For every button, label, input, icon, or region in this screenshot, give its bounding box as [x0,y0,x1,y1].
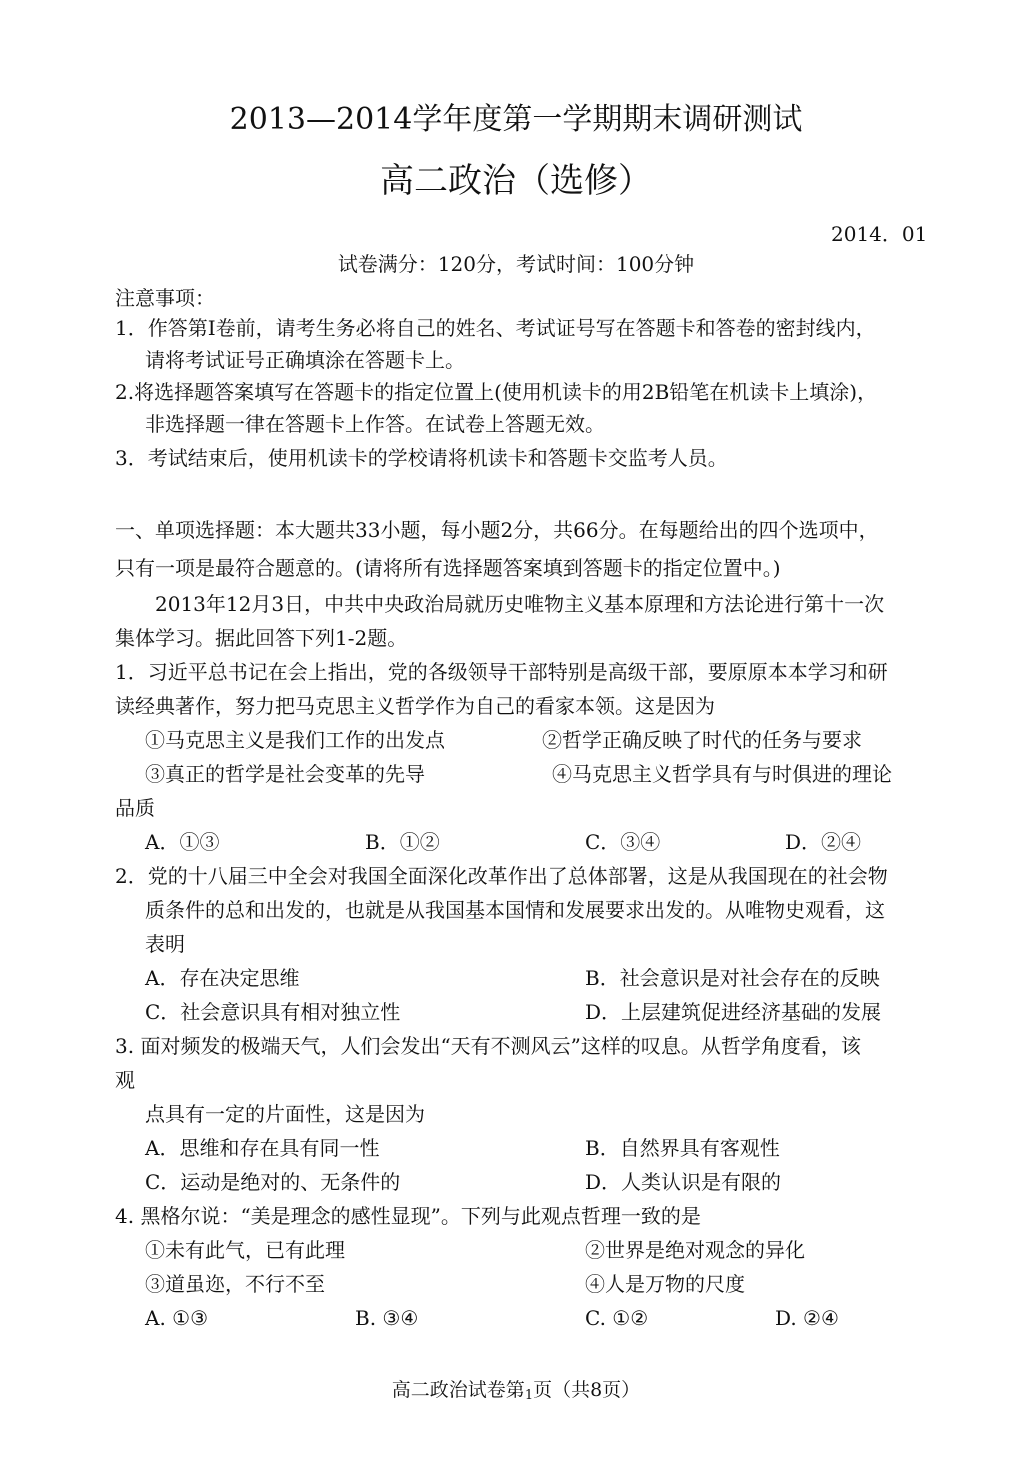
q3-stem-line-1: 3. 面对频发的极端天气，人们会发出“天有不测风云”这样的叹息。从哲学角度看，该 [115,1034,861,1058]
context-line-1: 2013年12月3日，中共中央政治局就历史唯物主义基本原理和方法论进行第十一次 [155,592,885,616]
q3-option-d: D．人类认识是有限的 [585,1170,782,1194]
note-1-line-1: 1．作答第Ⅰ卷前，请考生务必将自己的姓名、考试证号写在答题卡和答卷的密封线内， [115,316,876,340]
footer-suffix: 页（共8页） [533,1379,641,1401]
footer-page-number: 1 [524,1388,534,1403]
q4-statement-4: ④人是万物的尺度 [585,1272,745,1296]
q3-stem-line-2: 观 [115,1068,135,1092]
q1-option-d: D．②④ [785,830,862,854]
q2-option-b: B．社会意识是对社会存在的反映 [585,966,880,990]
note-3: 3．考试结束后，使用机读卡的学校请将机读卡和答题卡交监考人员。 [115,446,728,470]
section-1-intro-line-1: 一、单项选择题：本大题共33小题，每小题2分，共66分。在每题给出的四个选项中， [115,518,879,542]
q3-option-b: B．自然界具有客观性 [585,1136,780,1160]
q2-option-c: C．社会意识具有相对独立性 [145,1000,401,1024]
q2-stem-line-1: 2．党的十八届三中全会对我国全面深化改革作出了总体部署，这是从我国现在的社会物 [115,864,888,888]
q1-statement-4-cont: 品质 [115,796,155,820]
footer-prefix: 高二政治试卷第 [391,1379,525,1401]
q3-stem-line-3: 点具有一定的片面性，这是因为 [145,1102,425,1126]
context-line-2: 集体学习。据此回答下列1-2题。 [115,626,408,650]
notes-heading: 注意事项： [115,286,215,310]
q2-stem-line-3: 表明 [145,932,185,956]
q4-stem: 4. 黑格尔说：“美是理念的感性显现”。下列与此观点哲理一致的是 [115,1204,701,1228]
q1-statement-2: ②哲学正确反映了时代的任务与要求 [542,728,862,752]
q2-stem-line-2: 质条件的总和出发的，也就是从我国基本国情和发展要求出发的。从唯物史观看，这 [145,898,885,922]
q4-option-c: C. ①② [585,1306,649,1330]
q4-statement-3: ③道虽迩，不行不至 [145,1272,325,1296]
q1-statement-1: ①马克思主义是我们工作的出发点 [145,728,445,752]
q1-stem-line-1: 1．习近平总书记在会上指出，党的各级领导干部特别是高级干部，要原原本本学习和研 [115,660,888,684]
q1-option-c: C．③④ [585,830,661,854]
exam-subtitle: 高二政治（选修） [380,161,652,201]
q1-statement-4: ④马克思主义哲学具有与时俱进的理论 [552,762,892,786]
q3-option-c: C．运动是绝对的、无条件的 [145,1170,401,1194]
exam-info: 试卷满分：120分，考试时间：100分钟 [337,252,695,276]
exam-title: 2013—2014学年度第一学期期末调研测试 [229,102,803,137]
q1-stem-line-2: 读经典著作，努力把马克思主义哲学作为自己的看家本领。这是因为 [115,694,715,718]
note-2-line-2: 非选择题一律在答题卡上作答。在试卷上答题无效。 [145,412,605,436]
section-1-intro-line-2: 只有一项是最符合题意的。(请将所有选择题答案填到答题卡的指定位置中。) [115,556,781,580]
q4-statement-1: ①未有此气，已有此理 [145,1238,345,1262]
q4-statement-2: ②世界是绝对观念的异化 [585,1238,805,1262]
q3-option-a: A．思维和存在具有同一性 [145,1136,380,1160]
q1-option-b: B．①② [365,830,440,854]
note-2-line-1: 2.将选择题答案填写在答题卡的指定位置上(使用机读卡的用2B铅笔在机读卡上填涂)， [115,380,878,404]
q1-statement-3: ③真正的哲学是社会变革的先导 [145,762,425,786]
q4-option-b: B. ③④ [355,1306,419,1330]
q1-option-a: A．①③ [145,830,220,854]
q2-option-a: A．存在决定思维 [145,966,300,990]
q2-option-d: D．上层建筑促进经济基础的发展 [585,1000,882,1024]
q4-option-a: A. ①③ [145,1306,209,1330]
note-1-line-2: 请将考试证号正确填涂在答题卡上。 [145,348,465,372]
exam-date: 2014．01 [831,222,928,246]
page-footer [0,1378,1032,1405]
q4-option-d: D. ②④ [775,1306,839,1330]
